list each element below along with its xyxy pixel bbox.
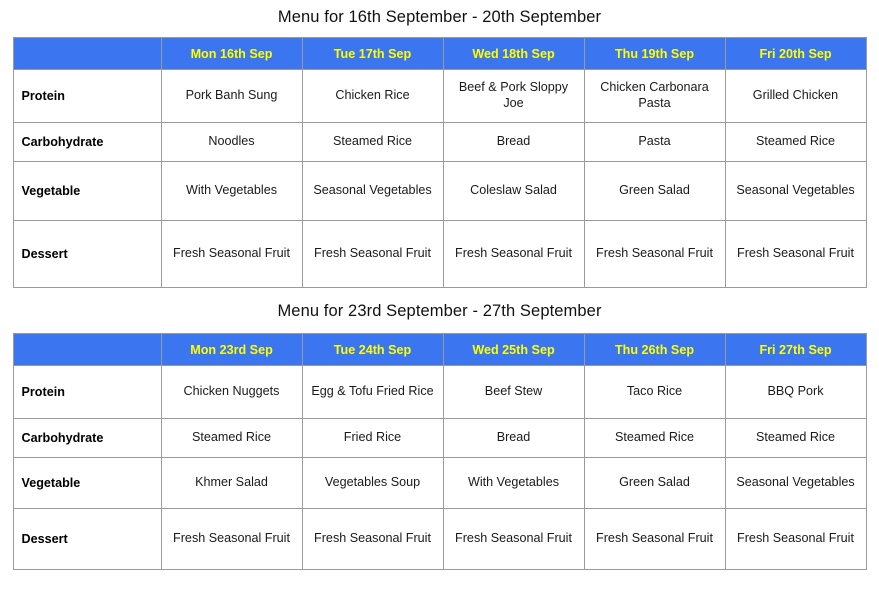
- week1-table-header: [13, 38, 866, 70]
- week1-title: Menu for 16th September - 20th September: [277, 8, 602, 26]
- week1-cell-protein-mon: Pork Banh Sung: [161, 70, 302, 123]
- week1-row-label-dessert: Dessert: [13, 221, 161, 288]
- week1-corner-cell: [13, 38, 161, 70]
- week1-day-header-wed: Wed 18th Sep: [443, 38, 584, 70]
- table-row: [13, 366, 866, 419]
- week1-cell-dessert-tue: Fresh Seasonal Fruit: [302, 221, 443, 288]
- table-row: [13, 509, 866, 570]
- week2-cell-carbohydrate-wed: Bread: [443, 419, 584, 458]
- week2-cell-dessert-wed: Fresh Seasonal Fruit: [443, 509, 584, 570]
- week1-cell-protein-thu: Chicken Carbonara Pasta: [584, 70, 725, 123]
- table-row: [13, 458, 866, 509]
- week1-cell-dessert-wed: Fresh Seasonal Fruit: [443, 221, 584, 288]
- week2-title: Menu for 23rd September - 27th September: [277, 302, 602, 320]
- week1-day-header-mon: Mon 16th Sep: [161, 38, 302, 70]
- week2-cell-vegetable-fri: Seasonal Vegetables: [725, 458, 866, 509]
- week1-cell-protein-fri: Grilled Chicken: [725, 70, 866, 123]
- week1-cell-dessert-mon: Fresh Seasonal Fruit: [161, 221, 302, 288]
- week2-cell-carbohydrate-mon: Steamed Rice: [161, 419, 302, 458]
- week2-cell-dessert-mon: Fresh Seasonal Fruit: [161, 509, 302, 570]
- week2-day-header-fri: Fri 27th Sep: [725, 334, 866, 366]
- table-header-row: [13, 38, 866, 70]
- week2-cell-vegetable-thu: Green Salad: [584, 458, 725, 509]
- week2-day-header-wed: Wed 25th Sep: [443, 334, 584, 366]
- week2-cell-carbohydrate-fri: Steamed Rice: [725, 419, 866, 458]
- week2-cell-protein-mon: Chicken Nuggets: [161, 366, 302, 419]
- table-row: [13, 70, 866, 123]
- week1-cell-carbohydrate-thu: Pasta: [584, 123, 725, 162]
- week2-cell-vegetable-tue: Vegetables Soup: [302, 458, 443, 509]
- week1-cell-dessert-thu: Fresh Seasonal Fruit: [584, 221, 725, 288]
- week2-day-header-mon: Mon 23rd Sep: [161, 334, 302, 366]
- week2-day-header-thu: Thu 26th Sep: [584, 334, 725, 366]
- week2-cell-vegetable-mon: Khmer Salad: [161, 458, 302, 509]
- week2-row-label-carbohydrate: Carbohydrate: [13, 419, 161, 458]
- week1-cell-vegetable-fri: Seasonal Vegetables: [725, 162, 866, 221]
- week1-cell-vegetable-thu: Green Salad: [584, 162, 725, 221]
- week1-cell-protein-wed: Beef & Pork Sloppy Joe: [443, 70, 584, 123]
- week2-table-header: [13, 334, 866, 366]
- week2-cell-dessert-tue: Fresh Seasonal Fruit: [302, 509, 443, 570]
- week1-menu-table: [13, 37, 867, 288]
- week1-cell-protein-tue: Chicken Rice: [302, 70, 443, 123]
- week1-cell-carbohydrate-wed: Bread: [443, 123, 584, 162]
- table-row: [13, 221, 866, 288]
- week2-cell-carbohydrate-thu: Steamed Rice: [584, 419, 725, 458]
- week2-menu-table: [13, 333, 867, 570]
- week2-cell-carbohydrate-tue: Fried Rice: [302, 419, 443, 458]
- table-header-row: [13, 334, 866, 366]
- week2-corner-cell: [13, 334, 161, 366]
- week2-row-label-dessert: Dessert: [13, 509, 161, 570]
- week1-row-label-carbohydrate: Carbohydrate: [13, 123, 161, 162]
- week2-cell-protein-wed: Beef Stew: [443, 366, 584, 419]
- week1-day-header-thu: Thu 19th Sep: [584, 38, 725, 70]
- week2-cell-dessert-thu: Fresh Seasonal Fruit: [584, 509, 725, 570]
- week2-day-header-tue: Tue 24th Sep: [302, 334, 443, 366]
- week1-cell-vegetable-wed: Coleslaw Salad: [443, 162, 584, 221]
- week2-cell-vegetable-wed: With Vegetables: [443, 458, 584, 509]
- week1-day-header-tue: Tue 17th Sep: [302, 38, 443, 70]
- week1-cell-carbohydrate-mon: Noodles: [161, 123, 302, 162]
- week1-cell-carbohydrate-tue: Steamed Rice: [302, 123, 443, 162]
- week2-cell-dessert-fri: Fresh Seasonal Fruit: [725, 509, 866, 570]
- week1-cell-vegetable-tue: Seasonal Vegetables: [302, 162, 443, 221]
- week2-cell-protein-tue: Egg & Tofu Fried Rice: [302, 366, 443, 419]
- week1-row-label-vegetable: Vegetable: [13, 162, 161, 221]
- table-row: [13, 419, 866, 458]
- week1-day-header-fri: Fri 20th Sep: [725, 38, 866, 70]
- week2-cell-protein-thu: Taco Rice: [584, 366, 725, 419]
- table-row: [13, 162, 866, 221]
- week1-cell-vegetable-mon: With Vegetables: [161, 162, 302, 221]
- week2-row-label-vegetable: Vegetable: [13, 458, 161, 509]
- week2-row-label-protein: Protein: [13, 366, 161, 419]
- table-row: [13, 123, 866, 162]
- week1-row-label-protein: Protein: [13, 70, 161, 123]
- week1-cell-carbohydrate-fri: Steamed Rice: [725, 123, 866, 162]
- week1-cell-dessert-fri: Fresh Seasonal Fruit: [725, 221, 866, 288]
- week2-cell-protein-fri: BBQ Pork: [725, 366, 866, 419]
